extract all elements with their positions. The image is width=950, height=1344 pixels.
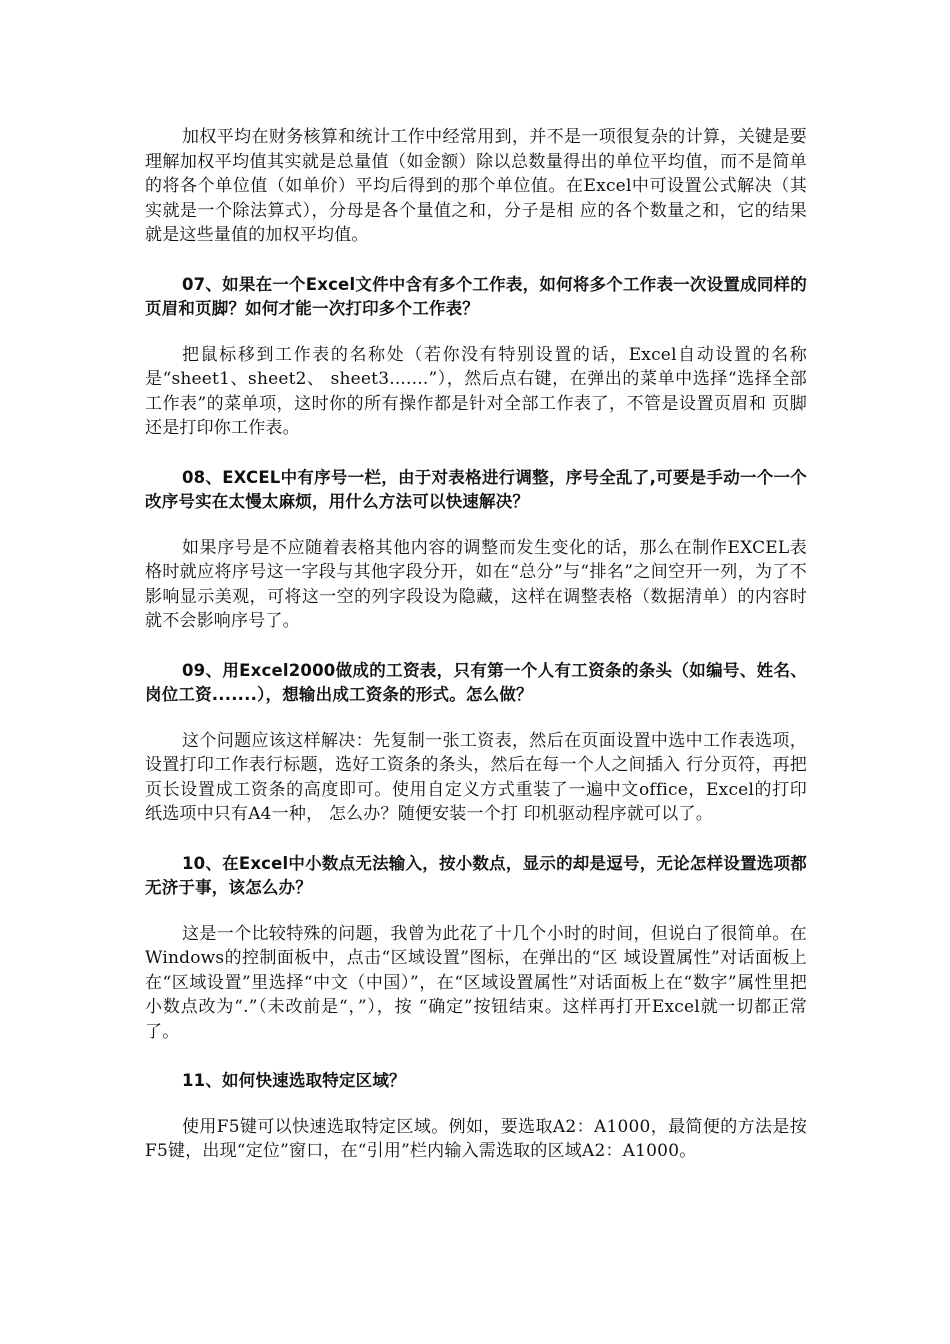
- answer-11: 使用F5键可以快速选取特定区域。例如，要选取A2：A1000，最简便的方法是按F5键，出现“定位”窗口，在“引用”栏内输入需选取的区域A2：A1000。: [145, 1116, 807, 1161]
- answer-08: 如果序号是不应随着表格其他内容的调整而发生变化的话，那么在制作EXCEL表格时就应将序号这一字段与其他字段分开，如在“总分”与“排名”之间空开一列，为了不影响显示美观，可将这一空的列字段设为隐藏，这样在调整表格（数据清单）的内容时就不会影响序号了。: [145, 537, 807, 631]
- question-07: 07、如果在一个Excel文件中含有多个工作表，如何将多个工作表一次设置成同样的页眉和页脚？如何才能一次打印多个工作表？: [145, 274, 807, 318]
- question-09: 09、用Excel2000做成的工资表，只有第一个人有工资条的条头（如编号、姓名、岗位工资.......），想输出成工资条的形式。怎么做？: [145, 660, 807, 704]
- question-08: 08、EXCEL中有序号一栏，由于对表格进行调整，序号全乱了,可要是手动一个一个改序号实在太慢太麻烦，用什么方法可以快速解决？: [145, 467, 807, 511]
- question-11: 11、如何快速选取特定区域？: [182, 1071, 406, 1090]
- intro-paragraph: 加权平均在财务核算和统计工作中经常用到，并不是一项很复杂的计算，关键是要理解加权平均值其实就是总量值（如金额）除以总数量得出的单位平均值，而不是简单的将各个单位值（如单价）平均后得到的那个单位值。在Excel中可设置公式解决（其实就是一个除法算式），分母是各个量值之和，分子是相 应的各个数量之和，它的结果就是这些量值的加权平均值。: [145, 127, 807, 245]
- answer-09: 这个问题应该这样解决：先复制一张工资表，然后在页面设置中选中工作表选项，设置打印工作表行标题，选好工资条的条头，然后在每一个人之间插入 行分页符，再把页长设置成工资条的高度即可。使用自定义方式重装了一遍中文office，Excel的打印纸选项中只有A4一种， 怎么办？随便安装一个打 印机驱动程序就可以了。: [145, 730, 807, 824]
- answer-10: 这是一个比较特殊的问题，我曾为此花了十几个小时的时间，但说白了很简单。在Windows的控制面板中，点击“区域设置”图标，在弹出的“区 域设置属性”对话面板上在“区域设置”里选择“中文（中国）”，在“区域设置属性”对话面板上在“数字”属性里把小数点改为“.”（未改前是“，”），按 “确定”按钮结束。这样再打开Excel就一切都正常了。: [145, 923, 807, 1042]
- question-10: 10、在Excel中小数点无法输入，按小数点，显示的却是逗号，无论怎样设置选项都无济于事，该怎么办？: [145, 853, 807, 897]
- document-page: [145, 125, 807, 1164]
- answer-07: 把鼠标移到工作表的名称处（若你没有特别设置的话，Excel自动设置的名称是“sheet1、sheet2、 sheet3.......”），然后点右键，在弹出的菜单中选择“选择全部工作表”的菜单项，这时你的所有操作都是针对全部工作表了，不管是设置页眉和 页脚还是打印你工作表。: [145, 344, 807, 438]
